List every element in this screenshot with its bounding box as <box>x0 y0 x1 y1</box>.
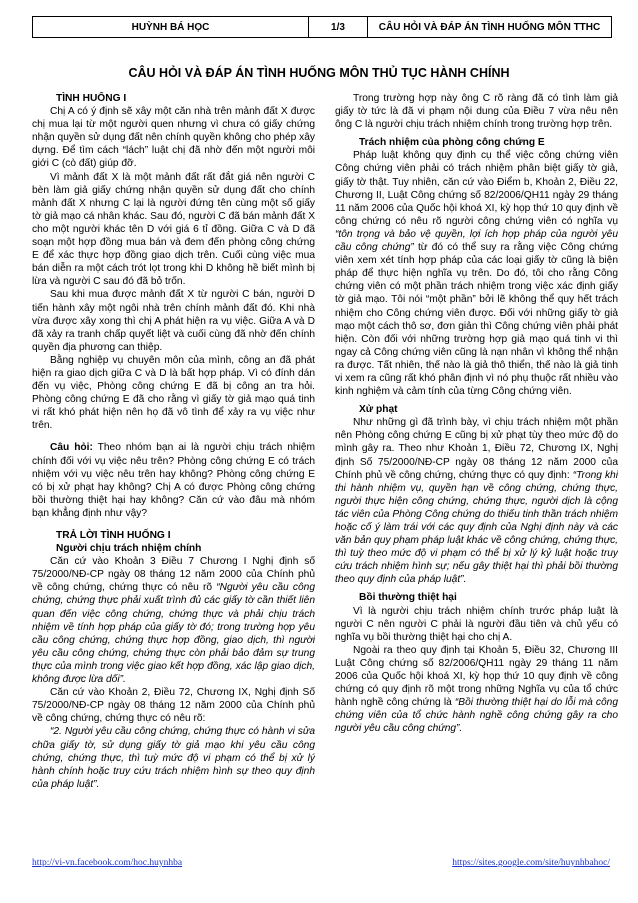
question-paragraph <box>32 441 315 520</box>
law-quote: “2. Người yêu cầu công chứng, chứng thực có hành vi sửa chữa giấy tờ, sử dụng giấy tờ giả mạo khi yêu cầu công chứng, chứng thực, thì tuỳ mức độ vi phạm có thể bị xử lý hành chính hoặc truy cứu trách nhiệm hình sự theo quy định của pháp luật”. <box>32 726 315 790</box>
question-text: Theo nhóm bạn ai là người chịu trách nhiệm chính đối với vụ việc nêu trên? Phòng công chứng E có trách nhiệm với vụ việc nêu trên hay không? Phòng công chứng E có bị xử phạt hay không? Chị A có được Phòng công chứng bồi thường thiệt hại hay không? Căn cứ vào đâu mà nhóm bạn khẳng định như vậy? <box>32 442 315 519</box>
answer-heading: TRẢ LỜI TÌNH HUỐNG I <box>56 530 171 541</box>
answer-paragraph: Pháp luật không quy định cụ thể việc công chứng viên Công chứng viên phải có trách nhiệm phân biệt giấy tờ giả, giấy tờ thật. Tuy nhiên, căn cứ vào Điểm b, Khoản 2, Điều 22, Chương II, Luật Công chứng số 82/2006/QH11 ngày 29 tháng 11 năm 2006 của Quốc hội khoá XI, kỳ họp thứ 10 quy định về công chứng có nêu rõ người công chứng viên có nghĩa vụ “tôn trọng và bảo vệ quyền, lợi ích hợp pháp của người yêu cầu công chứng” từ đó có thể suy ra rằng việc Công chứng viên xem xét tính hợp pháp của các loại giấy tờ cũng là biện pháp để thực hiện nghĩa vụ trên. Do đó, tôi cho rằng Công chứng viên có một phần trách nhiệm trong việc xác định giấy tờ giả mạo. Tôi nói “một phần” bởi lẽ không thể quy hết trách nhiệm cho Công chứng viên được. Đối với những giấy tờ giả mạo một cách thô sơ, đơn giản thì Công chứng viên phải phát hiện. Còn đối với những trường hợp giả mạo quá tinh vi thì ngay cả Công chứng viên cũng là nạn nhân vì không thể nhận ra được. Tất nhiên, thế nào là giả thô thiển, thế nào là giả tinh vi xem ra cũng rất khó phân định vì nó phụ thuộc rất nhiều vào kinh nghiệm và cảm tính của từng Công chứng viên. <box>335 150 618 398</box>
law-quote: “Trong khi thi hành nhiệm vụ, quyền hạn về công chứng, chứng thực, người thực hiện công chứng, chứng thực, người dịch là cộng tác viên của Phòng Công chứng do thiếu tinh thần trách nhiệm hoặc cố ý làm trái với các quy định của Nghị định này và các văn bản quy phạm pháp luật khác về công chứng, chứng thực, thì tuỳ theo mức độ vi phạm có thể bị xử lý kỷ luật hoặc truy cứu trách nhiệm hình sự; nếu gây thiệt hại thì phải bồi thường theo quy định của pháp luật”. <box>335 469 618 586</box>
site-link[interactable]: https://sites.google.com/site/huynhbahoc/ <box>452 858 610 868</box>
law-quote: “tôn trọng và bảo vệ quyền, lợi ích hợp pháp của người yêu cầu công chứng” <box>335 228 618 254</box>
right-column <box>335 92 618 838</box>
case-paragraph: Bằng nghiệp vụ chuyên môn của mình, công an đã phát hiện ra giao dịch giữa C và D là bất hợp pháp. Vì có đính dán đến vụ việc, Phòng công chứng E đã bị công an tra hỏi. Phòng công chứng E đã cho rằng vì giấy tờ giả mạo quá tinh vi rất khó phát hiện nên họ đã vô tình để xảy ra vụ việc như trên. <box>32 354 315 432</box>
header-series-title: CÂU HỎI VÀ ĐÁP ÁN TÌNH HUỐNG MÔN TTHC <box>378 21 601 33</box>
section-heading: Bồi thường thiệt hại <box>359 592 457 604</box>
section-heading: Người chịu trách nhiệm chính <box>56 543 202 555</box>
case-heading: TÌNH HUỐNG I <box>56 93 127 104</box>
section-heading: Trách nhiệm của phòng công chứng E <box>359 137 545 149</box>
page-header <box>32 16 612 38</box>
section-heading: Xử phạt <box>359 404 398 416</box>
document-title: CÂU HỎI VÀ ĐÁP ÁN TÌNH HUỐNG MÔN THỦ TỤC HÀNH CHÍNH <box>128 66 510 80</box>
header-page-number: 1/3 <box>309 17 368 37</box>
case-paragraph: Sau khi mua được mảnh đất X từ người C bán, người D tiến hành xây một ngôi nhà trên chính mảnh đất đó. Khi nhà vừa được xây xong thì chị A phát hiện ra vụ việc. Giữa A và D đã xảy ra tranh chấp quyết liệt và cuối cùng đã nhờ đến chính quyền địa phương can thiệp. <box>32 289 315 353</box>
facebook-link[interactable]: http://vi-vn.facebook.com/hoc.huynhba <box>32 858 183 868</box>
answer-paragraph: Trong trường hợp này ông C rõ ràng đã có tình làm giả giấy tờ tức là đã vi phạm nội dung của Điều 7 vừa nêu nên ông C là người chịu trách nhiệm chính trong trường hợp trên. <box>335 93 618 131</box>
header-author: HUỲNH BÁ HỌC <box>33 17 309 37</box>
answer-paragraph: Như những gì đã trình bày, vì chịu trách nhiệm một phần nên Phòng công chứng E cũng bị xử phạt tùy theo mức độ do mình gây ra. Theo như Khoản 1, Điều 72, Chương IX, Nghị định Số 75/2000/NĐ-CP ngày 08 tháng 12 năm 2000 của Chính phủ về công chứng, chứng thực có quy định: “Trong khi thi hành nhiệm vụ, quyền hạn về công chứng, chứng thực, người thực hiện công chứng, chứng thực, người dịch là cộng tác viên của Phòng Công chứng do thiếu tinh thần trách nhiệm hoặc cố ý làm trái với các quy định của Nghị định này và các văn bản quy phạm pháp luật khác về công chứng, chứng thực, thì tuỳ theo mức độ vi phạm có thể bị xử lý kỷ luật hoặc truy cứu trách nhiệm hình sự; nếu gây thiệt hại thì phải bồi thường theo quy định của pháp luật”. <box>335 417 618 586</box>
law-quote: “Bồi thường thiệt hại do lỗi mà công chứng viên của tổ chức hành nghề công chứng gây ra cho người yêu cầu công chứng”. <box>335 697 618 735</box>
case-paragraph: Vì mảnh đất X là một mảnh đất rất đắt giá nên người C bèn làm giả giấy chứng nhận quyền sử dụng đất cho chính mảnh đất X nhưng C lại là người đứng tên cùng một số giấy tờ giả mạo cá nhân khác. Sau đó, người C đã bán mảnh đất X cho một người khác tên D với giá 6 tỉ đồng. Giữa C và D đã soạn một hợp đồng mua bán và đem đến phòng công chứng E để xác thực hợp đồng giao dịch trên. Cuối cùng việc mua bán diễn ra một cách trót lọt trong khi D không hề biết mình bị lừa và người C sau đó đã bỏ trốn. <box>32 171 315 288</box>
page-footer <box>32 858 610 868</box>
left-column <box>32 92 315 838</box>
answer-paragraph: Căn cứ vào Khoản 2, Điều 72, Chương IX, Nghị định Số 75/2000/NĐ-CP ngày 08 tháng 12 năm 2000 của Chính phủ về công chứng, chứng thực có nêu rõ: <box>32 687 315 725</box>
question-label: Câu hỏi: <box>50 442 93 454</box>
answer-paragraph: Vì là người chịu trách nhiệm chính trước pháp luật là người C nên người C phải là người đầu tiên và chủ yếu có nghĩa vụ bồi thường thiệt hại cho chị A. <box>335 605 618 643</box>
answer-paragraph: Ngoài ra theo quy định tại Khoản 5, Điều 32, Chương III Luật Công chứng số 82/2006/QH11 ngày 29 tháng 11 năm 2006 của Quốc hội khoá XI, kỳ họp thứ 10 quy định về công chứng có quy định rõ một trong những Nghĩa vụ của tổ chức hành nghề công chứng là “Bồi thường thiệt hại do lỗi mà công chứng viên của tổ chức hành nghề công chứng gây ra cho người yêu cầu công chứng”. <box>335 644 618 735</box>
case-paragraph: Chị A có ý định sẽ xây một căn nhà trên mảnh đất X được chị mua lại từ một người quen nhưng vì chưa có giấy chứng nhận quyền sử dụng đất nên chính quyền không cho phép xây dựng. Để tìm cách “lách” luật chị đã nhờ đến một người môi giới C (cò đất) giúp đỡ. <box>32 106 315 170</box>
answer-paragraph: Căn cứ vào Khoản 3 Điều 7 Chương I Nghị định số 75/2000/NĐ-CP ngày 08 tháng 12 năm 2000 của Chính phủ về công chứng, chứng thực có nêu rõ “Người yêu cầu công chứng, chứng thực phải xuất trình đủ các giấy tờ cần thiết liên quan đến việc công chứng, chứng thực và phải chịu trách nhiệm về tính hợp pháp của giấy tờ đó; trong trường hợp yêu cầu công chứng, chứng thực hợp đồng, giao dịch, thì người yêu cầu công chứng, chứng thực còn phải bảo đảm sự trung thực của mình trong việc giao kết hợp đồng, xác lập giao dịch, không được lừa dối”. <box>32 556 315 686</box>
law-quote: “Người yêu cầu công chứng, chứng thực phải xuất trình đủ các giấy tờ cần thiết liên quan đến việc công chứng, chứng thực và phải chịu trách nhiệm về tính hợp pháp của giấy tờ đó; trong trường hợp yêu cầu công chứng, chứng thực hợp đồng, giao dịch, thì người yêu cầu công chứng, chứng thực còn phải bảo đảm sự trung thực của mình trong việc giao kết hợp đồng, xác lập giao dịch, không được lừa dối”. <box>32 582 315 686</box>
